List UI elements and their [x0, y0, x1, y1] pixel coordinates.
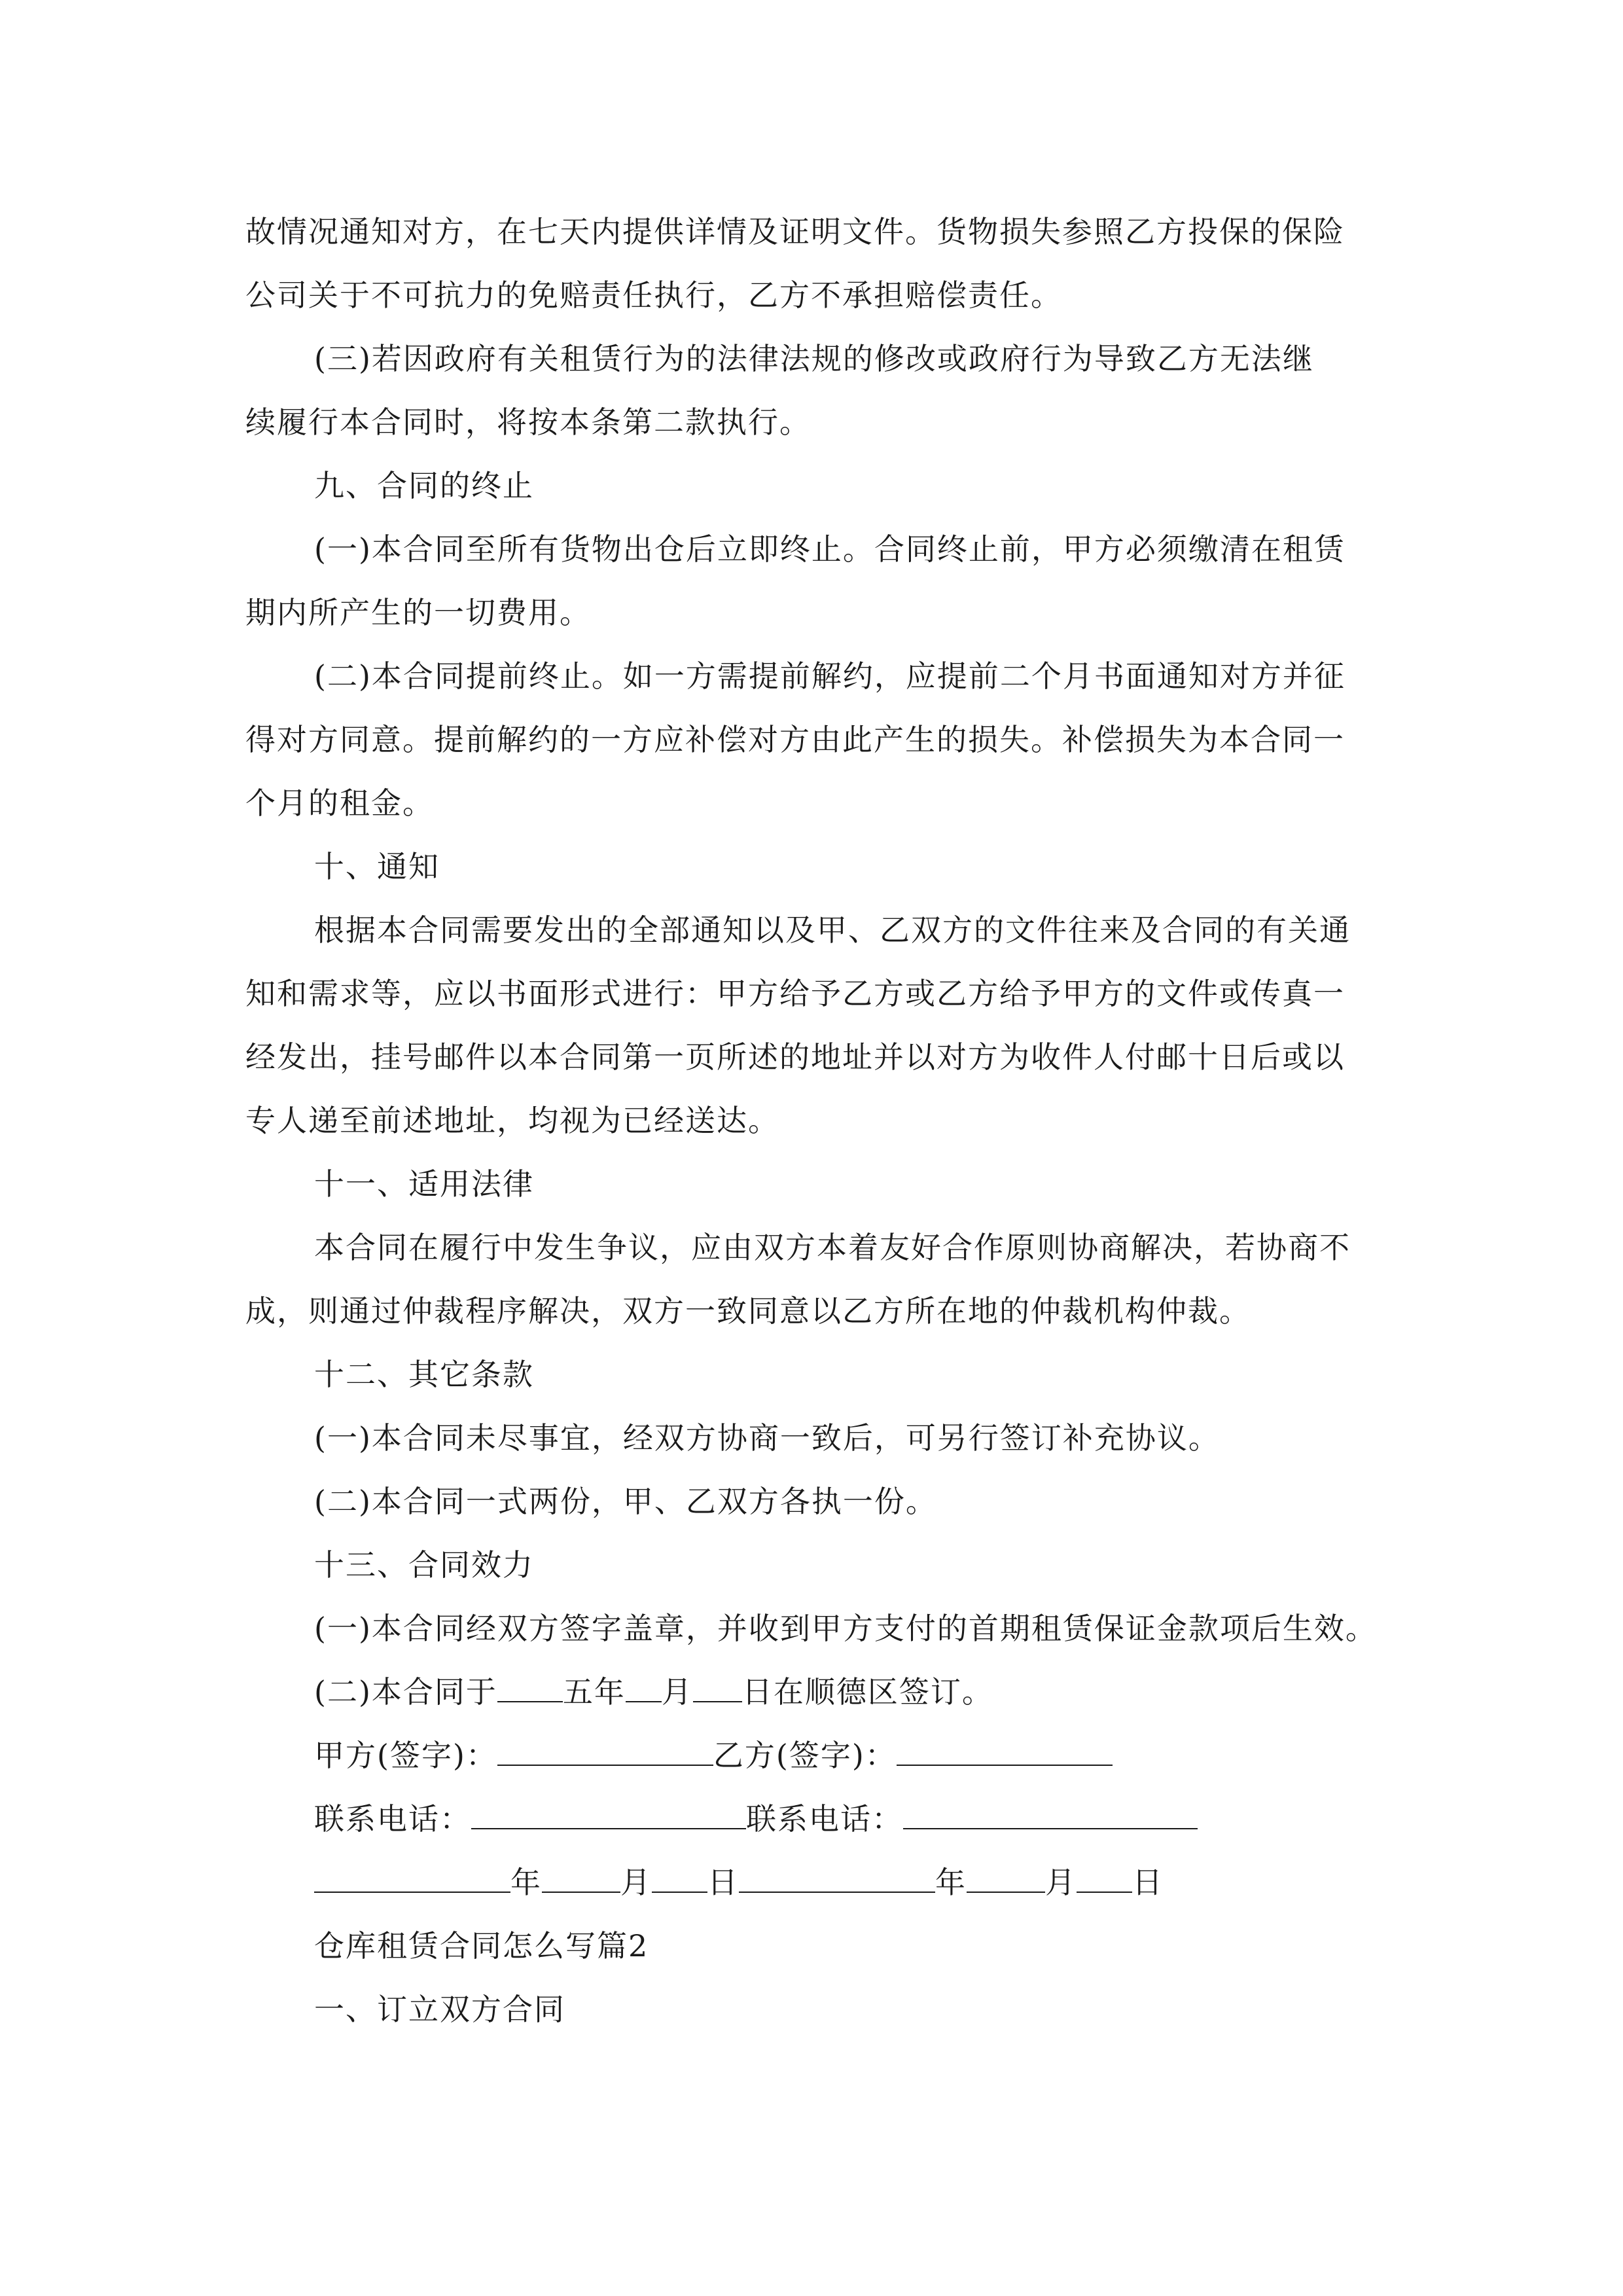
- section-heading: 十、通知: [314, 849, 440, 884]
- signing-date-year: 五年: [562, 1674, 626, 1710]
- body-line: (三)若因政府有关租赁行为的法律法规的修改或政府行为导致乙方无法继: [314, 341, 1314, 376]
- body-line: 得对方同意。提前解约的一方应补偿对方由此产生的损失。补偿损失为本合同一: [245, 722, 1345, 757]
- phone-a-label: 联系电话：: [314, 1801, 471, 1837]
- body-line: (一)本合同未尽事宜，经双方协商一致后，可另行签订补充协议。: [314, 1420, 1220, 1456]
- date-month-label: 月: [620, 1865, 652, 1900]
- body-line: 续履行本合同时，将按本条第二款执行。: [245, 404, 811, 440]
- date-year-label: 年: [935, 1865, 967, 1900]
- year-blank: [739, 1863, 935, 1893]
- section-heading: 十一、适用法律: [314, 1166, 534, 1202]
- section-heading: 十二、其它条款: [314, 1357, 534, 1392]
- body-line: 本合同在履行中发生争议，应由双方本着友好合作原则协商解决，若协商不: [314, 1230, 1351, 1265]
- body-line: (二)本合同一式两份，甲、乙双方各执一份。: [314, 1484, 937, 1519]
- signing-date-month: 月: [661, 1674, 693, 1710]
- party-b-signature-blank: [897, 1736, 1113, 1766]
- signature-line: [314, 1736, 1113, 1775]
- party-b-label: 乙方(签字)：: [713, 1738, 897, 1773]
- blank-line: [497, 1672, 563, 1702]
- section-heading: 一、订立双方合同: [314, 1992, 565, 2027]
- date-year-label: 年: [510, 1865, 542, 1900]
- section-title: 仓库租赁合同怎么写篇2: [314, 1928, 649, 1964]
- phone-line: [314, 1799, 1198, 1839]
- body-line: 专人递至前述地址，均视为已经送达。: [245, 1103, 779, 1138]
- section-heading: 十三、合同效力: [314, 1547, 534, 1583]
- date-day-label: 日: [707, 1865, 739, 1900]
- signing-date-line: [314, 1672, 993, 1712]
- body-line: (一)本合同至所有货物出仓后立即终止。合同终止前，甲方必须缴清在租赁: [314, 531, 1346, 567]
- date-day-label: 日: [1132, 1865, 1164, 1900]
- day-blank: [652, 1863, 707, 1893]
- body-line: 成，则通过仲裁程序解决，双方一致同意以乙方所在地的仲裁机构仲裁。: [245, 1293, 1251, 1329]
- phone-b-blank: [903, 1799, 1198, 1829]
- body-line: 个月的租金。: [245, 785, 434, 821]
- date-row: [314, 1863, 1164, 1902]
- party-a-signature-blank: [497, 1736, 713, 1766]
- body-line: (一)本合同经双方签字盖章，并收到甲方支付的首期租赁保证金款项后生效。: [314, 1611, 1377, 1646]
- body-line: 知和需求等，应以书面形式进行：甲方给予乙方或乙方给予甲方的文件或传真一: [245, 976, 1345, 1011]
- section-heading: 九、合同的终止: [314, 468, 534, 503]
- body-line: 经发出，挂号邮件以本合同第一页所述的地址并以对方为收件人付邮十日后或以: [245, 1039, 1345, 1075]
- signing-date-prefix: (二)本合同于: [314, 1674, 497, 1710]
- party-a-label: 甲方(签字)：: [314, 1738, 497, 1773]
- body-line: 根据本合同需要发出的全部通知以及甲、乙双方的文件往来及合同的有关通: [314, 912, 1351, 948]
- day-blank: [1077, 1863, 1132, 1893]
- month-blank: [967, 1863, 1045, 1893]
- phone-b-label: 联系电话：: [746, 1801, 903, 1837]
- year-blank: [314, 1863, 510, 1893]
- blank-line: [693, 1672, 742, 1702]
- signing-date-day: 日在顺德区签订。: [741, 1674, 993, 1710]
- date-month-label: 月: [1045, 1865, 1077, 1900]
- body-line: (二)本合同提前终止。如一方需提前解约，应提前二个月书面通知对方并征: [314, 658, 1346, 694]
- blank-line: [626, 1672, 662, 1702]
- body-line: 期内所产生的一切费用。: [245, 595, 591, 630]
- body-line: 故情况通知对方，在七天内提供详情及证明文件。货物损失参照乙方投保的保险: [245, 214, 1345, 249]
- month-blank: [542, 1863, 620, 1893]
- body-line: 公司关于不可抗力的免赔责任执行，乙方不承担赔偿责任。: [245, 278, 1062, 313]
- phone-a-blank: [471, 1799, 746, 1829]
